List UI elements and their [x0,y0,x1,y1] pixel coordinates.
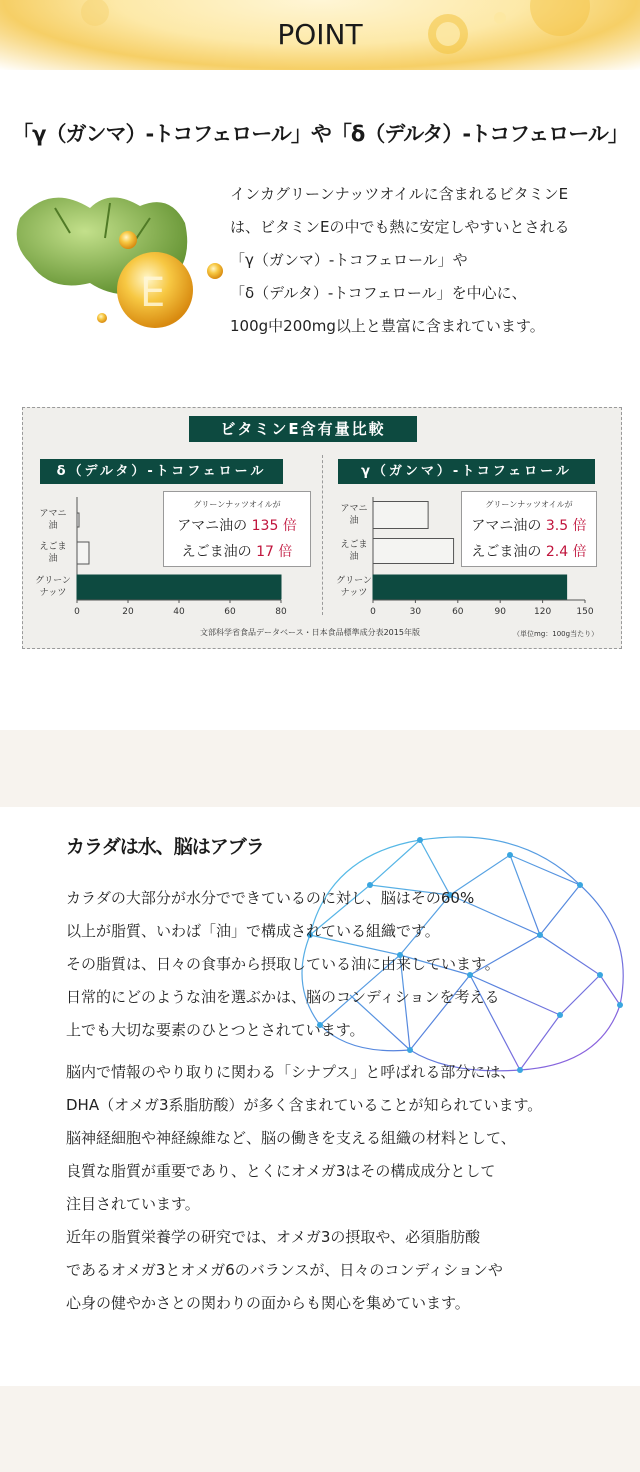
chart-bar [373,575,567,599]
body-text-line: インカグリーンナッツオイルに含まれるビタミンE [230,185,569,203]
body-text-line: 近年の脂質栄養学の研究では、オメガ3の摂取や、必須脂肪酸 [66,1228,481,1246]
gamma-annotation-box [461,491,597,567]
body-text-line: DHA（オメガ3系脂肪酸）が多く含まれていることが知られています。 [66,1096,543,1114]
category-label: えごま [340,540,368,550]
body-text-line: は、ビタミンEの中でも熱に安定しやすいとされる [230,218,570,236]
chart-bar [373,539,454,564]
body-text-line: 脳内で情報のやり取りに関わる「シナプス」と呼ばれる部分には、 [66,1063,516,1081]
body-text-line: 100g中200mg以上と豊富に含まれています。 [230,317,545,335]
body-text-line: 上でも大切な要素のひとつとされています。 [66,1021,365,1039]
tick-label: 20 [122,607,134,617]
body-text-line: 「δ（デルタ）-トコフェロール」を中心に、 [230,284,527,302]
annotation-line-1: アマニ油の 3.5 倍 [471,518,587,534]
body-text-line: その脂質は、日々の食事から摂取している油に由来しています。 [66,955,500,973]
tick-label: 40 [173,607,185,617]
body-text-line: カラダの大部分が水分でできているのに対し、脳はその60% [66,889,475,907]
chart-unit: （単位mg：100g当たり） [513,630,599,638]
footer-band [0,1386,640,1472]
tick-label: 120 [534,607,552,617]
annotation-caption: グリーンナッツオイルが [193,500,281,509]
category-label: ナッツ [340,588,368,598]
body-text-line: 心身の健やかさとの関わりの面からも関心を集めています。 [66,1294,470,1312]
category-label: グリーン [336,576,372,586]
body-text-line: 注目されています。 [66,1195,200,1213]
tick-label: 0 [74,607,80,617]
chart-bar [77,513,79,527]
annotation-line-2: えごま油の 17 倍 [181,544,293,560]
tick-label: 150 [576,607,594,617]
tick-label: 60 [224,607,236,617]
vitamin-e-letter: E [140,270,166,316]
body-text-line: 「γ（ガンマ）-トコフェロール」や [230,251,468,269]
body-text-line: 以上が脂質、いわば「油」で構成されている組織です。 [66,922,440,940]
tick-label: 60 [452,607,464,617]
category-label: ナッツ [39,588,67,598]
tick-label: 30 [409,607,422,617]
category-label: 油 [48,554,58,564]
body-text-line: 良質な脂質が重要であり、とくにオメガ3はその構成成分として [66,1162,496,1180]
category-label: えごま [39,542,67,552]
category-label: グリーン [35,576,71,586]
chart-bar [77,542,89,564]
tick-label: 90 [494,607,506,617]
body-text-line: 脳神経細胞や神経線維など、脳の働きを支える組織の材料として、 [66,1129,516,1147]
chart-title: ビタミンE含有量比較 [189,416,417,442]
category-label: アマニ [39,509,67,519]
tick-label: 80 [275,607,287,617]
section-heading: 「γ（ガンマ）-トコフェロール」や「δ（デルタ）-トコフェロール」 [12,122,628,146]
category-label: アマニ [340,504,368,514]
category-label: 油 [349,516,359,526]
delta-panel-title: δ（デルタ）‐トコフェロール [40,459,283,484]
annotation-line-1: アマニ油の 135 倍 [177,518,297,534]
chart-source: 文部科学省食品データベース・日本食品標準成分表2015年版 [200,628,420,637]
tick-label: 0 [370,607,376,617]
delta-annotation-box [163,491,311,567]
section-heading: カラダは水、脳はアブラ [66,836,264,858]
category-label: 油 [349,552,359,562]
gamma-panel-title: γ（ガンマ）‐トコフェロール [338,459,595,484]
section-separator-band [0,730,640,807]
annotation-caption: グリーンナッツオイルが [485,500,573,509]
page-title: POINT [277,18,363,51]
annotation-line-2: えごま油の 2.4 倍 [471,544,587,560]
body-text-line: であるオメガ3とオメガ6のバランスが、日々のコンディションや [66,1261,503,1279]
category-label: 油 [48,521,58,531]
body-text-line: 日常的にどのような油を選ぶかは、脳のコンディションを考える [66,988,500,1006]
chart-bar [373,502,428,529]
chart-bar [77,575,281,599]
